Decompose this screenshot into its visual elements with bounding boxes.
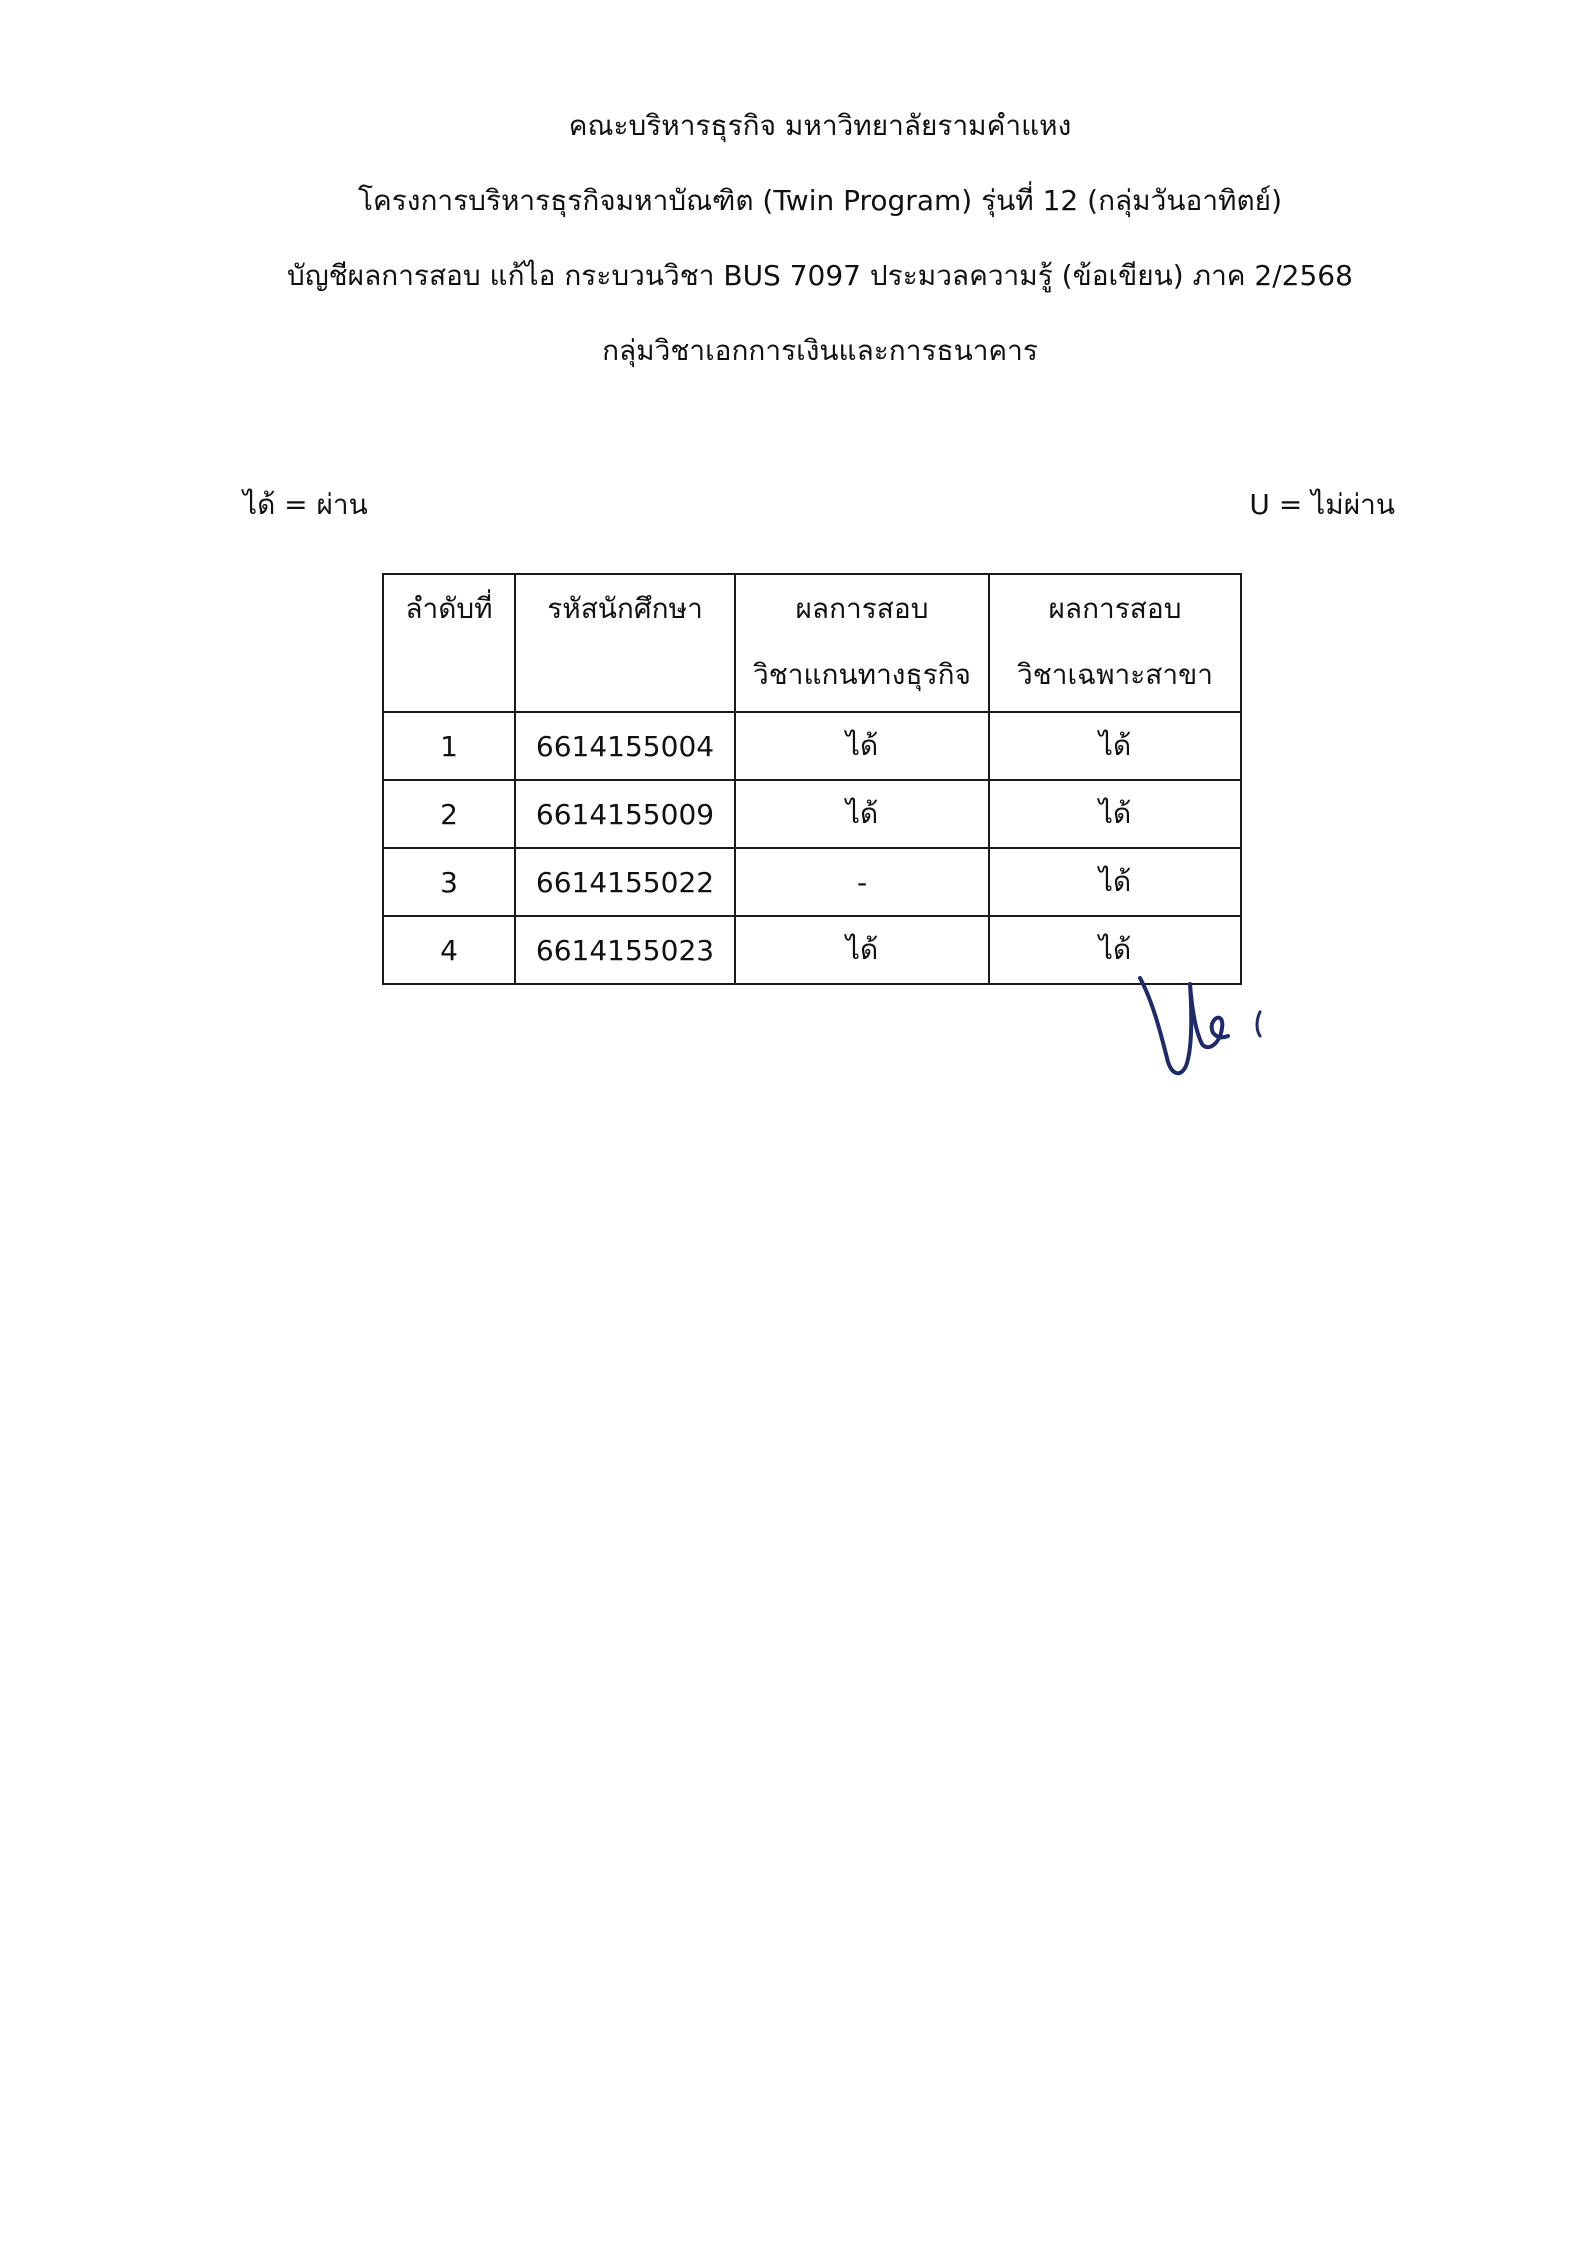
exam-results-title: บัญชีผลการสอบ แก้ไอ กระบวนวิชา BUS 7097 ประมวลความรู้ (ข้อเขียน) ภาค 2/2568 <box>287 259 1353 292</box>
signature-mark <box>1130 970 1280 1090</box>
cell-student-id: 6614155022 <box>515 848 735 916</box>
cell-no: 1 <box>383 712 515 780</box>
results-table <box>382 573 1242 985</box>
document-heading <box>0 108 1588 408</box>
table-header-row <box>383 574 1241 712</box>
cell-core-result: ได้ <box>735 916 989 984</box>
header-no: ลำดับที่ <box>383 574 515 712</box>
cell-core-result: - <box>735 848 989 916</box>
table-row <box>383 712 1241 780</box>
cell-no: 3 <box>383 848 515 916</box>
cell-major-result: ได้ <box>989 780 1241 848</box>
header-student-id: รหัสนักศึกษา <box>515 574 735 712</box>
header-major-result: ผลการสอบ วิชาเฉพาะสาขา <box>989 574 1241 712</box>
cell-major-result: ได้ <box>989 712 1241 780</box>
table-row <box>383 848 1241 916</box>
legend-pass: ได้ = ผ่าน <box>243 488 368 521</box>
cell-student-id: 6614155023 <box>515 916 735 984</box>
cell-core-result: ได้ <box>735 712 989 780</box>
cell-student-id: 6614155009 <box>515 780 735 848</box>
cell-major-result: ได้ <box>989 916 1241 984</box>
table-row <box>383 780 1241 848</box>
major-group-title: กลุ่มวิชาเอกการเงินและการธนาคาร <box>602 334 1038 367</box>
legend-fail: U = ไม่ผ่าน <box>1249 488 1395 521</box>
faculty-university-title: คณะบริหารธุรกิจ มหาวิทยาลัยรามคำแหง <box>568 109 1072 142</box>
table-row <box>383 916 1241 984</box>
program-title: โครงการบริหารธุรกิจมหาบัณฑิต (Twin Program) รุ่นที่ 12 (กลุ่มวันอาทิตย์) <box>357 184 1283 217</box>
cell-core-result: ได้ <box>735 780 989 848</box>
cell-major-result: ได้ <box>989 848 1241 916</box>
cell-no: 4 <box>383 916 515 984</box>
header-core-result: ผลการสอบ วิชาแกนทางธุรกิจ <box>735 574 989 712</box>
cell-student-id: 6614155004 <box>515 712 735 780</box>
cell-no: 2 <box>383 780 515 848</box>
